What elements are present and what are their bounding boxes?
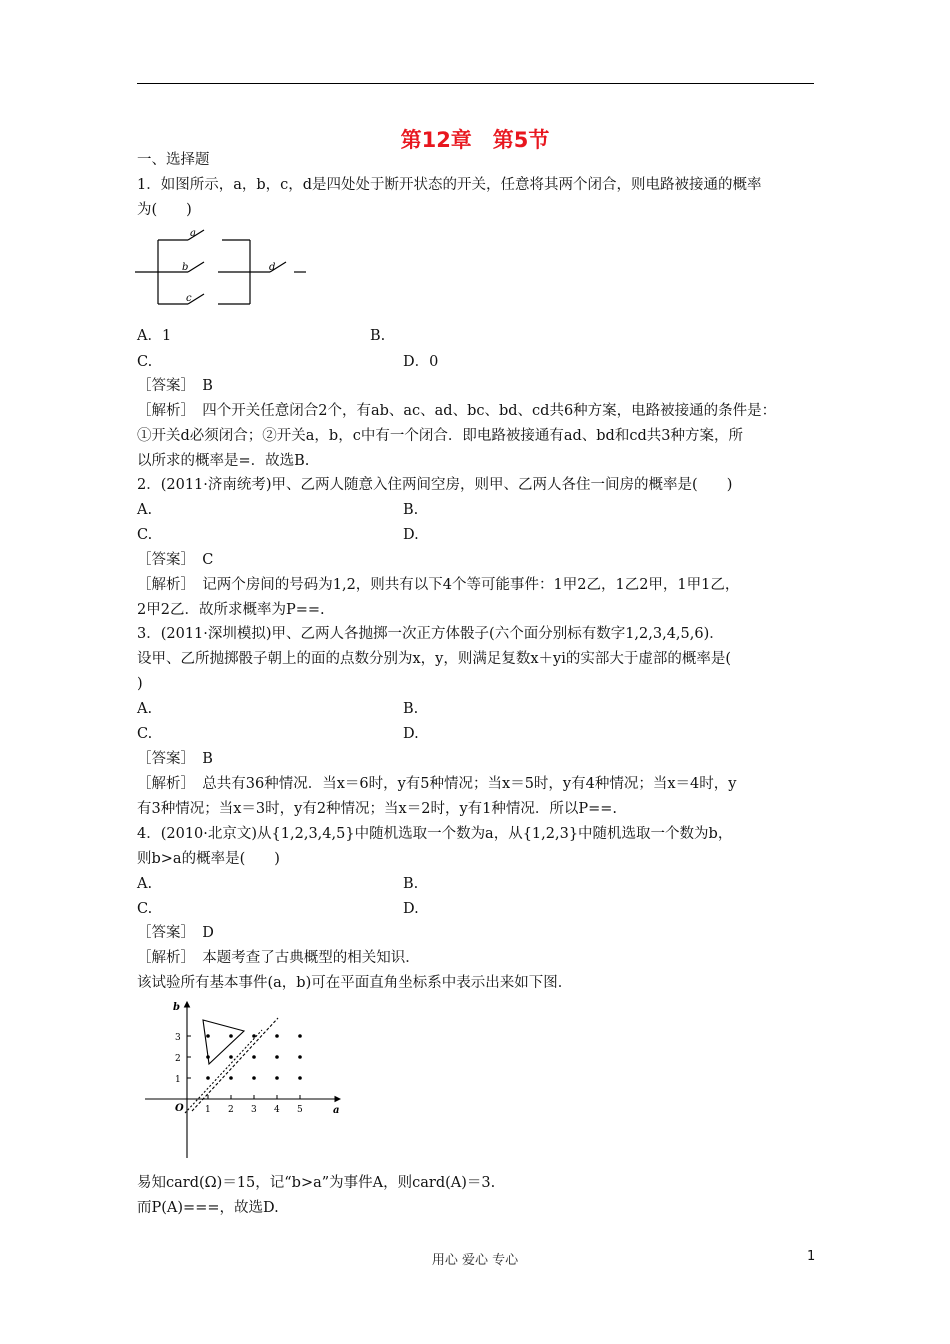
q2-option-c: C. <box>137 527 153 543</box>
page-number: 1 <box>807 1249 816 1264</box>
switch-b-label: b <box>182 262 189 273</box>
switch-d-label: d <box>269 262 276 273</box>
q1-answer: ［答案］ B <box>137 378 213 394</box>
x-axis-label: a <box>333 1105 340 1116</box>
q2-line1: 2．(2011·济南统考)甲、乙两人随意入住两间空房，则甲、乙两人各住一间房的概率是( ) <box>137 477 733 493</box>
q4-explanation-1: ［解析］ 本题考查了古典概型的相关知识． <box>137 950 420 966</box>
q3-explanation-2: 有3种情况；当x＝3时，y有2种情况；当x＝2时，y有1种情况．所以P==. <box>137 801 618 817</box>
page-footer: 用心 爱心 专心 <box>431 1253 519 1268</box>
q3-option-d: D. <box>403 726 419 742</box>
q4-option-d: D. <box>403 901 419 917</box>
q1-explanation-2: ①开关d必须闭合；②开关a，b，c中有一个闭合．即电路被接通有ad、bd和cd共3种方案，所 <box>137 428 743 444</box>
q2-explanation-2: 2甲2乙．故所求概率为P==. <box>137 602 325 618</box>
q4-explanation-2: 该试验所有基本事件(a，b)可在平面直角坐标系中表示出来如下图． <box>137 975 573 991</box>
q3-option-c: C. <box>137 726 153 742</box>
q1-option-a: A．1 <box>137 328 172 344</box>
y-tick-label: 2 <box>175 1054 181 1064</box>
q3-explanation-1: ［解析］ 总共有36种情况．当x＝6时，y有5种情况；当x＝5时，y有4种情况；当x＝4时，y <box>137 776 737 792</box>
q1-explanation-3: 以所求的概率是=．故选B. <box>137 453 310 469</box>
q2-explanation-1: ［解析］ 记两个房间的号码为1,2，则共有以下4个等可能事件：1甲2乙，1乙2甲，1甲1乙， <box>137 577 740 593</box>
y-tick-label: 1 <box>175 1075 181 1085</box>
x-tick-label: 2 <box>228 1105 234 1115</box>
q4-line1: 4．(2010·北京文)从{1,2,3,4,5}中随机选取一个数为a，从{1,2,3}中随机选取一个数为b， <box>137 826 733 842</box>
q4-explanation-3: 易知card(Ω)＝15，记“b>a”为事件A，则card(A)＝3. <box>137 1175 496 1191</box>
q1-line2: 为( ) <box>137 202 192 218</box>
q1-option-b: B. <box>370 328 386 344</box>
switch-c-label: c <box>186 293 192 304</box>
q3-option-a: A. <box>137 701 153 717</box>
q4-option-a: A. <box>137 876 153 892</box>
q2-option-b: B. <box>403 502 419 518</box>
q4-answer: ［答案］ D <box>137 925 214 941</box>
q4-option-b: B. <box>403 876 419 892</box>
x-tick-label: 3 <box>251 1105 257 1115</box>
q3-option-b: B. <box>403 701 419 717</box>
coordinate-graph <box>140 996 360 1161</box>
q4-option-c: C. <box>137 901 153 917</box>
q2-option-d: D. <box>403 527 419 543</box>
q2-answer: ［答案］ C <box>137 552 214 568</box>
q1-line1: 1．如图所示，a，b，c，d是四处处于断开状态的开关，任意将其两个闭合，则电路被接通的概率 <box>137 177 762 193</box>
header-rule <box>137 83 814 84</box>
q1-option-d: D．0 <box>403 354 439 370</box>
x-tick-label: 1 <box>205 1105 211 1115</box>
origin-label: O <box>175 1103 184 1114</box>
page-title: 第12章 第5节 <box>400 128 550 152</box>
q1-explanation-1: ［解析］ 四个开关任意闭合2个，有ab、ac、ad、bc、bd、cd共6种方案，电路被接通的条件是： <box>137 403 777 419</box>
circuit-diagram <box>130 222 310 308</box>
q3-line3: ) <box>137 676 143 692</box>
y-axis-label: b <box>173 1002 180 1013</box>
q3-answer: ［答案］ B <box>137 751 213 767</box>
section-heading: 一、选择题 <box>137 152 210 168</box>
q3-line2: 设甲、乙所抛掷骰子朝上的面的点数分别为x，y，则满足复数x＋yi的实部大于虚部的概率是( <box>137 651 732 667</box>
y-tick-label: 3 <box>175 1033 181 1043</box>
q4-explanation-4: 而P(A)===，故选D. <box>137 1200 279 1216</box>
q3-line1: 3．(2011·深圳模拟)甲、乙两人各抛掷一次正方体骰子(六个面分别标有数字1,2,3,4,5,6)． <box>137 626 724 642</box>
q2-option-a: A. <box>137 502 153 518</box>
x-tick-label: 5 <box>297 1105 303 1115</box>
x-tick-label: 4 <box>274 1105 280 1115</box>
q1-option-c: C. <box>137 354 153 370</box>
q4-line2: 则b>a的概率是( ) <box>137 851 280 867</box>
switch-a-label: a <box>190 228 196 239</box>
